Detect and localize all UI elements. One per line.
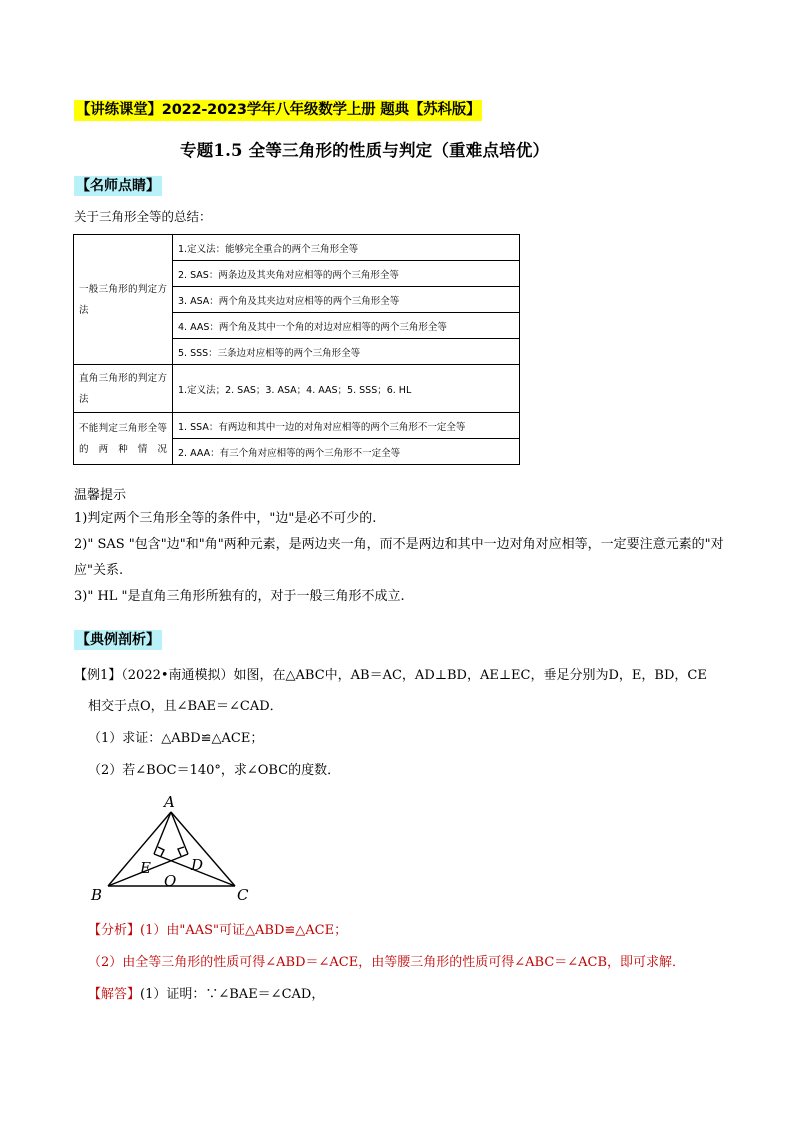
- label-o: O: [164, 872, 177, 890]
- label-e: E: [140, 859, 151, 877]
- analysis-line-2: （2）由全等三角形的性质可得∠ABD＝∠ACE，由等腰三角形的性质可得∠ABC＝∠ACB，即可求解．: [88, 955, 686, 970]
- table-category: 直角三角形的判定方法: [74, 365, 173, 413]
- triangle-figure: [80, 788, 270, 908]
- table-cell: 1.定义法；2. SAS；3. ASA；4. AAS；5. SSS；6. HL: [173, 365, 520, 413]
- label-c: C: [237, 886, 249, 904]
- label-d: D: [191, 856, 204, 874]
- summary-table: [73, 234, 520, 465]
- tip-3: 3)" HL "是直角三角形所独有的，对于一般三角形不成立.: [74, 589, 405, 604]
- analysis-line-1: [88, 919, 347, 938]
- section-label-examples: 【典例剖析】: [76, 632, 160, 648]
- solution-prefix: 【解答】: [88, 987, 141, 1002]
- question-2: （2）若∠BOC＝140°，求∠OBC的度数．: [88, 763, 341, 778]
- example-line-1: 【例1】（2022•南通模拟）如图，在△ABC中，AB＝AC，AD⊥BD，AE⊥EC，垂足分别为D，E，BD，CE: [74, 668, 707, 683]
- table-cell: 1.定义法：能够完全重合的两个三角形全等: [173, 235, 520, 261]
- question-1: （1）求证：△ABD≌△ACE；: [88, 731, 264, 746]
- analysis-prefix: 【分析】: [88, 923, 141, 938]
- table-cell: 2. SAS：两条边及其夹角对应相等的两个三角形全等: [173, 261, 520, 287]
- right-angle-mark-d: [178, 847, 184, 856]
- segment-ae: [154, 812, 171, 854]
- page-title: 专题1.5 全等三角形的性质与判定（重难点培优）: [180, 141, 550, 160]
- segment-ad: [171, 812, 188, 854]
- tip-2: 2)" SAS "包含"边"和"角"两种元素，是两边夹一角，而不是两边和其中一边对角对应相等，一定要注意元素的"对应"关系.: [74, 537, 724, 578]
- right-angle-mark-e: [158, 847, 164, 856]
- header-banner: 【讲练课堂】2022-2023学年八年级数学上册 题典【苏科版】: [74, 100, 482, 121]
- analysis-text-1: (1）由"AAS"可证△ABD≌△ACE；: [140, 923, 348, 938]
- table-cell: 5. SSS：三条边对应相等的两个三角形全等: [173, 339, 520, 365]
- tips-heading: 温馨提示: [74, 488, 127, 503]
- table-cell: 3. ASA：两个角及其夹边对应相等的两个三角形全等: [173, 287, 520, 313]
- tip-1: 1)判定两个三角形全等的条件中，"边"是必不可少的.: [74, 511, 377, 526]
- example-line-2: 相交于点O，且∠BAE＝∠CAD．: [88, 699, 283, 714]
- side-ac: [171, 812, 235, 886]
- label-a: A: [164, 793, 175, 811]
- table-category: 一般三角形的判定方法: [74, 235, 173, 365]
- summary-intro: 关于三角形全等的总结：: [74, 209, 212, 224]
- label-b: B: [91, 886, 103, 904]
- table-cell: 2. AAA：有三个角对应相等的两个三角形不一定全等: [173, 439, 520, 465]
- section-label-teacher: 【名师点睛】: [76, 178, 160, 194]
- table-category: 不能判定三角形全等的两种情况: [74, 413, 173, 465]
- solution-line-1: [88, 983, 324, 1002]
- table-cell: 4. AAS：两个角及其中一个角的对边对应相等的两个三角形全等: [173, 313, 520, 339]
- solution-text-1: (1）证明：∵∠BAE＝∠CAD，: [140, 987, 325, 1002]
- table-cell: 1. SSA：有两边和其中一边的对角对应相等的两个三角形不一定全等: [173, 413, 520, 439]
